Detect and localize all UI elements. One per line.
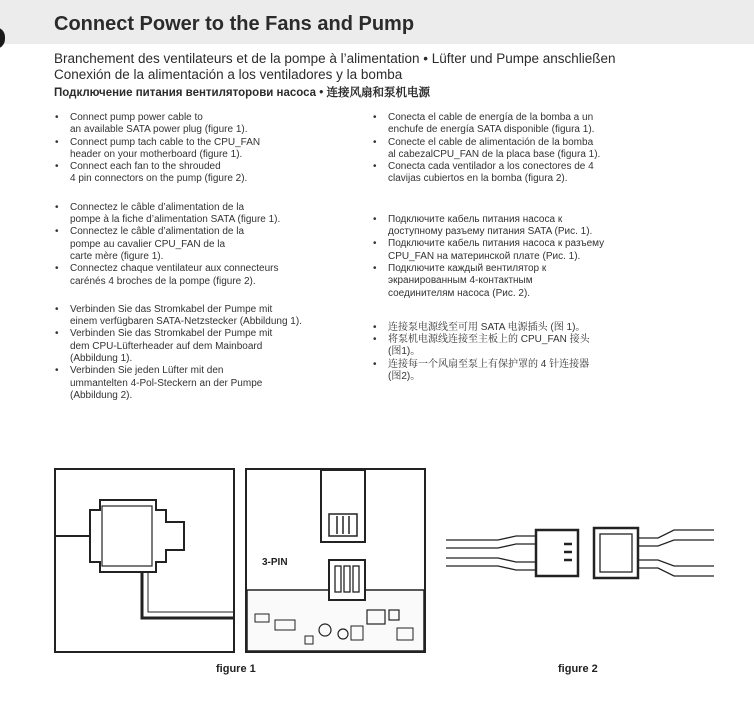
list-item: • Connect each fan to the shrouded 4 pin connectors on the pump (figure 2).: [55, 161, 355, 186]
three-pin-label: 3-PIN: [262, 557, 288, 568]
list-item: • Verbinden Sie das Stromkabel der Pumpe mit einem verfügbaren SATA-Netzstecker (Abbildung 1).: [55, 304, 355, 329]
subtitle-french-german: Branchement des ventilateurs et de la pompe à l’alimentation • Lüfter und Pumpe anschließen: [54, 51, 616, 66]
figure1-cpu-fan-header-illustration: [245, 468, 426, 653]
list-item: • 将泵机电源线连接至主板上的 CPU_FAN 接头 (图1)。: [373, 334, 653, 359]
list-item: • Подключите кабель питания насоса к разъему CPU_FAN на материнской плате (Рис. 1).: [373, 238, 653, 263]
list-item: • Verbinden Sie jeden Lüfter mit den ummantelten 4-Pol-Steckern an der Pumpe (Abbildung 2).: [55, 365, 355, 402]
sata-plug-drawing: [56, 470, 233, 651]
list-item: • Connectez le câble d’alimentation de la pompe au cavalier CPU_FAN de la carte mère (figure 1).: [55, 226, 355, 263]
instructions-left-column: [55, 112, 355, 414]
french-instructions: [55, 202, 355, 288]
figure1-caption: figure 1: [216, 663, 256, 675]
list-item: • Подключите кабель питания насоса к доступному разъему питания SATA (Рис. 1).: [373, 214, 653, 239]
list-item: • 连接每一个风扇至泵上有保护罩的 4 针连接器 (图2)。: [373, 359, 653, 384]
page-title: Connect Power to the Fans and Pump: [54, 13, 415, 35]
list-item: • Conecta cada ventilador a los conectores de 4 clavijas cubiertos en la bomba (figura 2).: [373, 161, 653, 186]
instructions-right-column: [373, 112, 653, 395]
figure2-fan-connector-illustration: [446, 520, 714, 586]
list-item: • Подключите каждый вентилятор к экранированным 4-контактным соединителям насоса (Рис. 2).: [373, 263, 653, 300]
list-item: • Conecta el cable de energía de la bomba a un enchufe de energía SATA disponible (figura 1).: [373, 112, 653, 137]
list-item: • Conecte el cable de alimentación de la bomba al cabezalCPU_FAN de la placa base (figura 1).: [373, 137, 653, 162]
chinese-instructions: [373, 322, 653, 383]
list-item: • Connect pump power cable to an available SATA power plug (figure 1).: [55, 112, 355, 137]
spanish-instructions: [373, 112, 653, 186]
list-item: • Connect pump tach cable to the CPU_FAN header on your motherboard (figure 1).: [55, 137, 355, 162]
subtitle-russian-chinese: Подключение питания вентиляторови насоса • 连接风扇和泵机电源: [54, 87, 430, 99]
figure1-sata-plug-illustration: [54, 468, 235, 653]
german-instructions: [55, 304, 355, 402]
figure2-caption: figure 2: [558, 663, 598, 675]
list-item: • Verbinden Sie das Stromkabel der Pumpe mit dem CPU-Lüfterheader auf dem Mainboard (Abbildung 1).: [55, 328, 355, 365]
subtitle-spanish: Conexión de la alimentación a los ventiladores y la bomba: [54, 67, 403, 82]
list-item: • Connectez le câble d’alimentation de la pompe à la fiche d’alimentation SATA (figure 1).: [55, 202, 355, 227]
list-item: • 连接泵电源线至可用 SATA 电源插头 (图 1)。: [373, 322, 653, 334]
list-item: • Connectez chaque ventilateur aux connecteurs carénés 4 broches de la pompe (figure 2).: [55, 263, 355, 288]
russian-instructions: [373, 214, 653, 300]
english-instructions: [55, 112, 355, 186]
